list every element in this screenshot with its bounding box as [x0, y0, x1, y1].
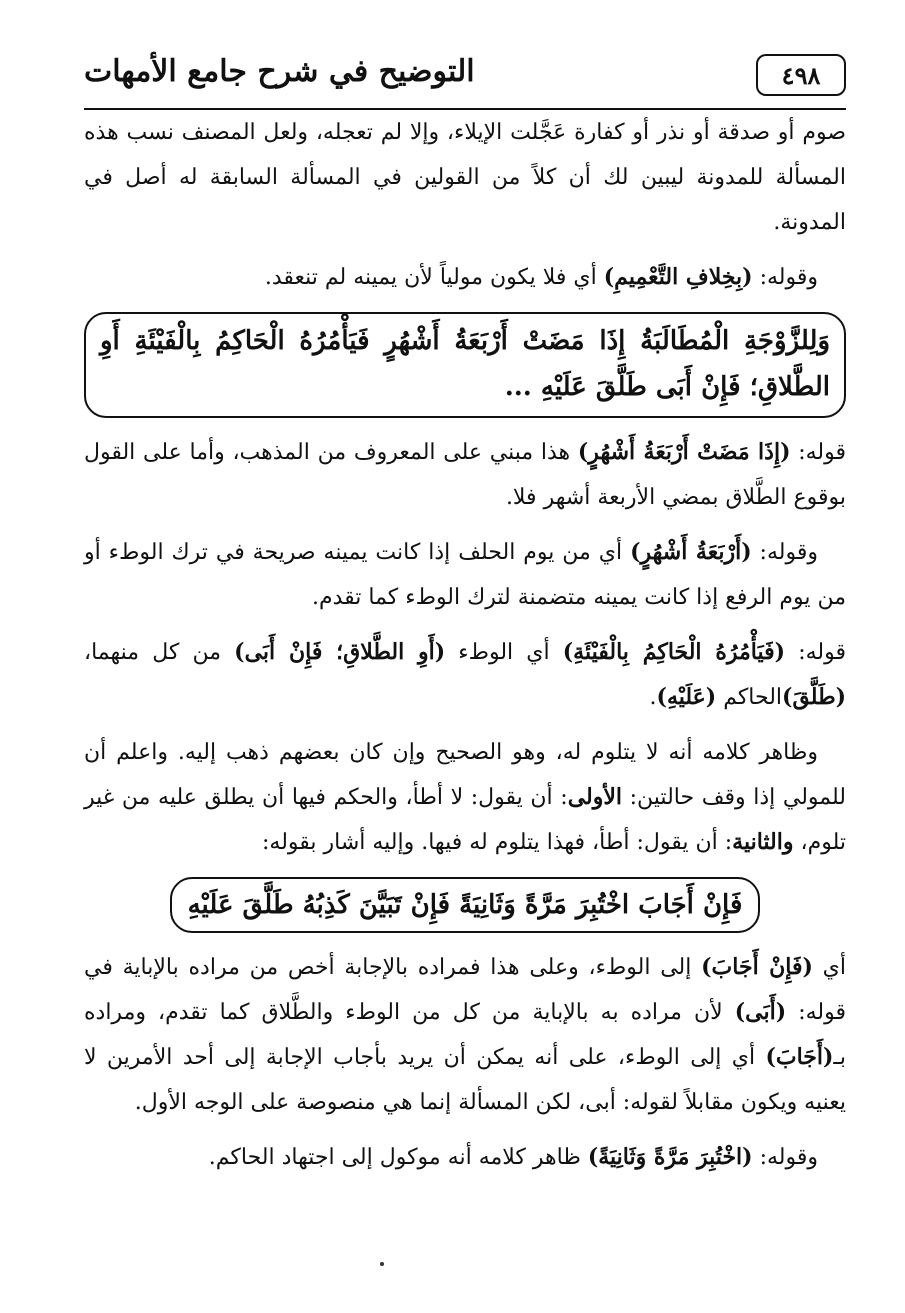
paragraph-7-c: لأن مراده به بالإباية من كل من الوطء والطَّلاق كما تقدم، ومراده بـ — [84, 1000, 846, 1070]
paragraph-7-term-1: (فَإِنْ أَجَابَ) — [701, 954, 813, 980]
paragraph-5-term-4: (عَلَيْهِ) — [656, 684, 717, 710]
paragraph-8-term: (اخْتُبِرَ مَرَّةً وَثَانِيَةً) — [587, 1144, 753, 1170]
paragraph-5 — [84, 630, 846, 720]
paragraph-4-lead: وقوله: — [751, 540, 818, 565]
paragraph-4 — [84, 530, 846, 620]
paragraph-6-c: : أن يقول: أطأ، فهذا يتلوم له فيها. وإليه أشار بقوله: — [261, 830, 733, 855]
paragraph-5-mid-2: من كل منهما، — [84, 640, 235, 665]
paragraph-6-first: الأولى — [567, 784, 623, 810]
matn-quote-2: فَإِنْ أَجَابَ اخْتُبِرَ مَرَّةً وَثَانِيَةً فَإِنْ تَبَيَّنَ كَذِبُهُ طَلَّقَ عَلَيْهِ — [170, 877, 760, 933]
paragraph-6-b: : أن يقول: لا أطأ، والحكم فيها أن يطلق عليه من غير تلوم، — [84, 785, 846, 855]
paragraph-3-rest: هذا مبني على المعروف من المذهب، وأما على القول بوقوع الطَّلاق بمضي الأربعة أشهر فلا. — [84, 440, 846, 510]
paragraph-7 — [84, 945, 846, 1125]
page-body — [84, 110, 846, 1180]
paragraph-5-term-1: (فَيَأْمُرُهُ الْحَاكِمُ بِالْفَيْئَةِ) — [562, 639, 786, 665]
paragraph-7-a: أي — [812, 955, 847, 980]
paragraph-3 — [84, 430, 846, 520]
paragraph-8 — [84, 1135, 846, 1180]
paragraph-5-mid-3: الحاكم — [716, 685, 783, 710]
paragraph-7-b: إلى الوطء، وعلى هذا فمراده بالإجابة أخص من مراده بالإباية في قوله: — [84, 955, 846, 1025]
paragraph-2-lead: وقوله: — [752, 265, 818, 290]
paragraph-3-lead: قوله: — [790, 440, 847, 465]
matn-quote-1: وَلِلزَّوْجَةِ الْمُطَالَبَةُ إِذَا مَضَتْ أَرْبَعَةُ أَشْهُرٍ فَيَأْمُرُهُ الْحَاكِمُ بِالْفَيْئَةِ أَوِ الطَّلاقِ؛ فَإِنْ أَبَى طَلَّقَ عَلَيْهِ ... — [84, 312, 846, 418]
paragraph-7-term-2: (أَبَى) — [734, 999, 787, 1025]
paragraph-2-term: (بِخِلافِ التَّعْمِيمِ) — [603, 264, 753, 290]
paragraph-7-term-3: (أَجَابَ) — [765, 1044, 834, 1070]
paragraph-6-second: والثانية — [732, 829, 794, 855]
paragraph-8-rest: ظاهر كلامه أنه موكول إلى اجتهاد الحاكم. — [208, 1145, 588, 1170]
paragraph-4-rest: أي من يوم الحلف إذا كانت يمينه صريحة في ترك الوطء أو من يوم الرفع إذا كانت يمينه متضمنة لترك الوطء كما تقدم. — [84, 540, 846, 610]
paragraph-2 — [84, 255, 846, 300]
paragraph-5-term-2: (أَوِ الطَّلاقِ؛ فَإِنْ أَبَى) — [234, 639, 446, 665]
paragraph-8-lead: وقوله: — [752, 1145, 818, 1170]
paragraph-4-term: (أَرْبَعَةُ أَشْهُرٍ) — [630, 539, 752, 565]
paragraph-7-d: أي إلى الوطء، على أنه يمكن أن يريد بأجاب الإجابة إلى أحد الأمرين لا يعنيه ويكون مقابلاً لقوله: أبى، لكن المسألة إنما هي منصوصة على الوجه الأول. — [84, 1045, 846, 1115]
paragraph-6-a: وظاهر كلامه أنه لا يتلوم له، وهو الصحيح وإن كان بعضهم ذهب إليه. واعلم أن للمولي إذا وقف حالتين: — [84, 740, 846, 810]
page-number: ٤٩٨ — [756, 54, 846, 96]
paragraph-6 — [84, 730, 846, 865]
paragraph-2-rest: أي فلا يكون مولياً لأن يمينه لم تنعقد. — [264, 265, 604, 290]
page-header — [84, 40, 846, 110]
paragraph-5-mid: أي الوطء — [445, 640, 563, 665]
paragraph-5-lead: قوله: — [785, 640, 846, 665]
paragraph-1: صوم أو صدقة أو نذر أو كفارة عَجَّلت الإيلاء، وإلا لم تعجله، ولعل المصنف نسب هذه المسألة للمدونة ليبين لك أن كلاً من القولين في المسألة السابقة له أصل في المدونة. — [84, 120, 846, 235]
paragraph-5-term-3: (طَلَّقَ) — [782, 684, 846, 710]
running-title: التوضيح في شرح جامع الأمهات — [84, 54, 475, 89]
paragraph-3-term: (إِذَا مَضَتْ أَرْبَعَةُ أَشْهُرٍ) — [577, 439, 791, 465]
page-mark-dot — [380, 1262, 384, 1266]
paragraph-5-end: . — [649, 685, 657, 710]
